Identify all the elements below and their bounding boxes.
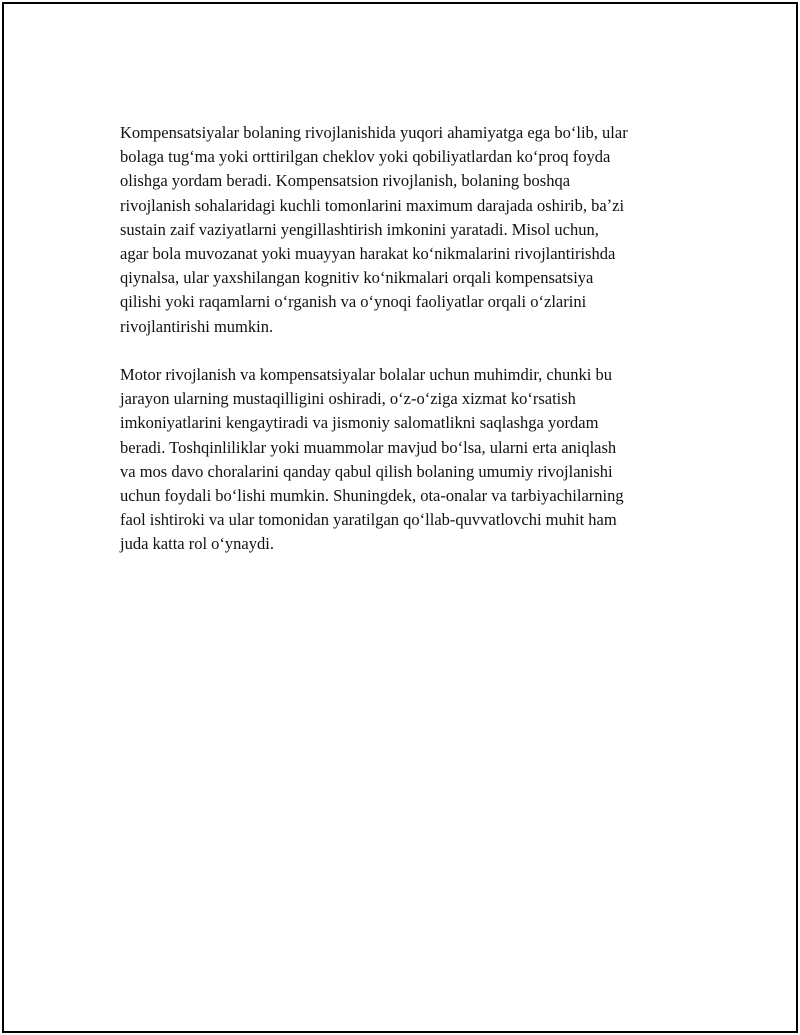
text-line: rivojlanish sohalaridagi kuchli tomonlarini maximum darajada oshirib, baʼzi (120, 195, 625, 215)
text-line: agar bola muvozanat yoki muayyan harakat koʻnikmalarini rivojlantirishda (120, 244, 616, 264)
text-line: qilishi yoki raqamlarni oʻrganish va oʻynoqi faoliyatlar orqali oʻzlarini (120, 292, 587, 312)
text-line: va mos davo choralarini qanday qabul qilish bolaning umumiy rivojlanishi (120, 461, 613, 481)
text-line: rivojlantirishi mumkin. (120, 316, 274, 336)
text-line: beradi. Toshqinliliklar yoki muammolar mavjud boʻlsa, ularni erta aniqlash (120, 437, 617, 457)
paragraph-1 (120, 121, 690, 339)
text-line: faol ishtiroki va ular tomonidan yaratilgan qoʻllab-quvvatlovchi muhit ham (120, 510, 617, 530)
text-line: imkoniyatlarini kengaytiradi va jismoniy salomatlikni saqlashga yordam (120, 413, 599, 433)
text-line: jarayon ularning mustaqilligini oshiradi, oʻz-oʻziga xizmat koʻrsatish (120, 389, 576, 409)
document-page (2, 2, 798, 1033)
text-line: bolaga tugʻma yoki orttirilgan cheklov yoki qobiliyatlardan koʻproq foyda (120, 147, 611, 167)
text-line: juda katta rol oʻynaydi. (120, 534, 274, 554)
document-body (120, 121, 690, 557)
paragraph-2 (120, 363, 690, 557)
text-line: Kompensatsiyalar bolaning rivojlanishida yuqori ahamiyatga ega boʻlib, ular (120, 123, 628, 142)
text-line: uchun foydali boʻlishi mumkin. Shuningdek, ota-onalar va tarbiyachilarning (120, 486, 624, 506)
text-line: qiynalsa, ular yaxshilangan kognitiv koʻnikmalari orqali kompensatsiya (120, 268, 594, 288)
text-line: olishga yordam beradi. Kompensatsion rivojlanish, bolaning boshqa (120, 171, 571, 191)
text-line: sustain zaif vaziyatlarni yengillashtirish imkonini yaratadi. Misol uchun, (120, 219, 599, 239)
text-line: Motor rivojlanish va kompensatsiyalar bolalar uchun muhimdir, chunki bu (120, 365, 612, 385)
